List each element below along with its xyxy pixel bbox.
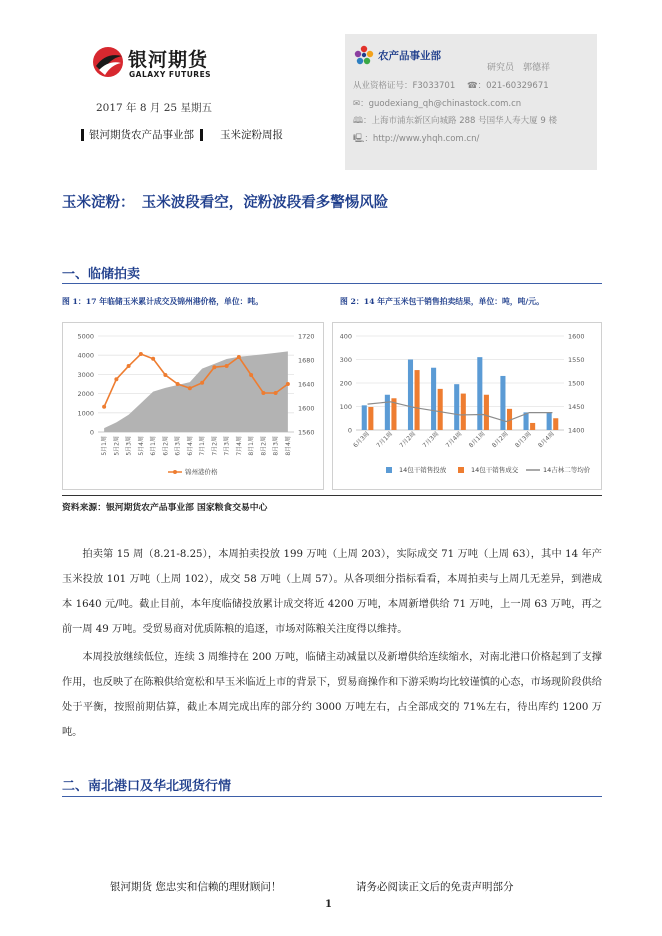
y-tick-label: 200 <box>339 379 352 388</box>
y-tick-label: 400 <box>339 332 352 341</box>
department-name: 银河期货农产品事业部 <box>89 129 194 141</box>
logo-chinese-text: 银河期货 <box>128 49 209 71</box>
report-name: 玉米淀粉周报 <box>220 129 283 141</box>
chart-1-container <box>62 322 324 490</box>
legend-label: 锦州港价格 <box>185 468 218 476</box>
analyst-info-box <box>345 34 597 170</box>
email-address[interactable]: ✉：guodexiang_qh@chinastock.com.cn <box>353 99 522 109</box>
data-point <box>212 365 216 369</box>
bar <box>530 423 535 430</box>
footer-disclaimer: 请务必阅读正文后的免责声明部分 <box>356 881 514 893</box>
data-point <box>114 377 118 381</box>
logo-english-text: GALAXY FUTURES <box>129 70 212 79</box>
data-point <box>261 391 265 395</box>
bar <box>362 405 367 430</box>
section-divider <box>62 796 602 797</box>
divider-bar <box>200 129 203 141</box>
chart-1-svg <box>62 322 324 490</box>
x-tick-label: 8月2周 <box>490 430 510 450</box>
dept-logo <box>353 44 441 66</box>
department-line <box>76 127 283 142</box>
chart-frame <box>333 323 602 490</box>
paragraph-2-text: 本周投放继续低位，连续 3 周维持在 200 万吨，临储主动减量以及新增供给连续缩水，对南北港口价格起到了支撑作用，也反映了在陈粮供给宽松和早玉米临近上市的背景下，贸易商操作和下游采购均比较谨慎的心态，市场现阶段供给处于平衡，按照前期估算，截止本周完成出库的部分约 3000 万吨左右，占全部成交的 71%左右，待出库约 1200 万吨。 <box>62 652 602 738</box>
y-tick-label: 4000 <box>77 351 94 360</box>
x-tick-label: 5月3周 <box>125 436 133 456</box>
x-tick-label: 8月1周 <box>248 436 256 456</box>
x-tick-label: 7月1周 <box>375 430 395 450</box>
website-link[interactable]: 🖳：http://www.yhqh.com.cn/ <box>353 134 480 144</box>
bar <box>385 395 390 430</box>
bar <box>484 395 489 430</box>
legend-swatch <box>458 467 464 473</box>
y-tick-label: 3000 <box>77 370 94 379</box>
data-point <box>249 373 253 377</box>
y-tick-label: 1000 <box>77 409 94 418</box>
bar <box>408 360 413 431</box>
y2-tick-label: 1680 <box>298 356 315 365</box>
data-point <box>286 382 290 386</box>
data-point <box>151 357 155 361</box>
footer-slogan: 银河期货 您忠实和信赖的理财顾问！ <box>110 881 282 893</box>
bar <box>438 389 443 430</box>
paragraph-1-text: 拍卖第 15 周（8.21-8.25），本周拍卖投放 199 万吨（上周 203），实际成交 71 万吨（上周 63），其中 14 年产玉米投放 101 万吨（上周 102），成交 58 万吨（上周 57）。从各项细分指标看看，本周拍卖与上周几无差异，到港成本 1640 元/吨。截止目前，本年度临储投放累计成交将近 4200 万吨，本周新增供给 71 万吨，上一周 63 万吨，再之前一周 49 万吨。受贸易商对优质陈粮的追逐，市场对陈粮关注度得以维持。 <box>62 549 602 635</box>
x-tick-label: 8月3周 <box>513 430 533 450</box>
y-tick-label: 2000 <box>77 390 94 399</box>
y2-tick-label: 1600 <box>568 332 585 341</box>
bar <box>431 368 436 430</box>
y-tick-label: 100 <box>339 403 352 411</box>
bar <box>500 376 505 430</box>
x-tick-label: 6月1周 <box>150 436 158 456</box>
section-heading-2: 二、南北港口及华北现货行情 <box>62 779 232 794</box>
data-point <box>200 381 204 385</box>
data-point <box>188 386 192 390</box>
bar <box>461 394 466 430</box>
dept-logo-name: 农产品事业部 <box>378 49 441 62</box>
bar <box>477 357 482 430</box>
bar <box>553 418 558 430</box>
x-tick-label: 5月4周 <box>137 436 145 456</box>
data-point <box>237 355 241 359</box>
galaxy-logo-icon <box>92 46 124 78</box>
divider-bar <box>81 129 84 141</box>
y2-tick-label: 1450 <box>568 403 585 411</box>
x-tick-label: 6月3周 <box>352 430 371 450</box>
y2-tick-label: 1400 <box>568 426 585 435</box>
x-tick-label: 8月4周 <box>537 430 556 450</box>
data-point <box>139 352 143 356</box>
x-tick-label: 7月3周 <box>421 430 441 450</box>
paragraph-1 <box>62 542 602 642</box>
phone-number: ☎：021-60329671 <box>467 81 549 91</box>
y-tick-label: 0 <box>89 428 94 437</box>
y-tick-label: 5000 <box>77 332 94 341</box>
x-tick-label: 6月2周 <box>162 436 170 456</box>
x-tick-label: 8月3周 <box>272 436 280 456</box>
data-point <box>225 364 229 368</box>
x-tick-label: 7月2周 <box>398 430 418 450</box>
x-tick-label: 7月2周 <box>211 436 219 456</box>
y2-tick-label: 1640 <box>298 380 315 389</box>
legend-label: 14吉林二等均价 <box>543 466 591 474</box>
x-tick-label: 7月3周 <box>223 436 231 456</box>
legend-swatch <box>386 467 392 473</box>
y2-tick-label: 1720 <box>298 332 315 341</box>
office-address: 🕮：上海市浦东新区向城路 288 号国华人寿大厦 9 楼 <box>353 116 557 126</box>
x-tick-label: 8月4周 <box>284 436 292 456</box>
data-point <box>127 364 131 368</box>
x-tick-label: 6月4周 <box>186 436 194 456</box>
x-tick-label: 5月2周 <box>113 436 121 456</box>
y2-tick-label: 1500 <box>568 379 585 388</box>
x-tick-label: 7月1周 <box>199 436 207 456</box>
paragraph-2 <box>62 645 602 745</box>
section-heading-1: 一、临储拍卖 <box>62 267 141 282</box>
section-divider <box>62 283 602 284</box>
legend-label: 14包干销售投放 <box>399 466 447 474</box>
x-tick-label: 8月1周 <box>467 430 487 450</box>
data-point <box>176 382 180 386</box>
x-tick-label: 7月4周 <box>444 430 464 450</box>
y2-tick-label: 1600 <box>298 404 315 413</box>
bar <box>368 407 373 430</box>
chart-2-svg <box>332 322 602 490</box>
report-date: 2017 年 8 月 25 星期五 <box>96 102 212 114</box>
x-tick-label: 7月4周 <box>235 436 243 456</box>
agri-dept-icon <box>353 44 375 66</box>
legend-label: 14包干销售成交 <box>471 466 519 474</box>
figure1-caption: 图 1：17 年临储玉米累计成交及锦州港价格，单位：吨。 <box>62 297 264 306</box>
bar <box>415 370 420 430</box>
license-number: 从业资格证号：F3033701 <box>353 81 456 91</box>
y2-tick-label: 1550 <box>568 356 585 364</box>
x-tick-label: 8月2周 <box>260 436 268 456</box>
report-title: 玉米淀粉： 玉米波段看空，淀粉波段看多警惕风险 <box>62 195 389 211</box>
x-tick-label: 6月3周 <box>174 436 182 456</box>
page-number: 1 <box>325 899 332 910</box>
legend-marker <box>173 470 177 474</box>
y-tick-label: 0 <box>347 426 352 435</box>
analyst-name: 研究员 郭德祥 <box>487 63 551 73</box>
chart-2-container <box>332 322 602 490</box>
data-source-note: 资料来源：银河期货农产品事业部 国家粮食交易中心 <box>62 495 602 513</box>
bar <box>454 384 459 430</box>
data-point <box>274 391 278 395</box>
figure2-caption: 图 2：14 年产玉米包干销售拍卖结果，单位：吨，吨/元。 <box>340 297 544 306</box>
y-tick-label: 300 <box>339 356 352 364</box>
y2-tick-label: 1560 <box>298 428 315 437</box>
galaxy-futures-logo <box>92 42 242 86</box>
x-tick-label: 5月1周 <box>101 436 109 456</box>
bar <box>547 412 552 430</box>
data-point <box>102 405 106 409</box>
data-point <box>163 373 167 377</box>
